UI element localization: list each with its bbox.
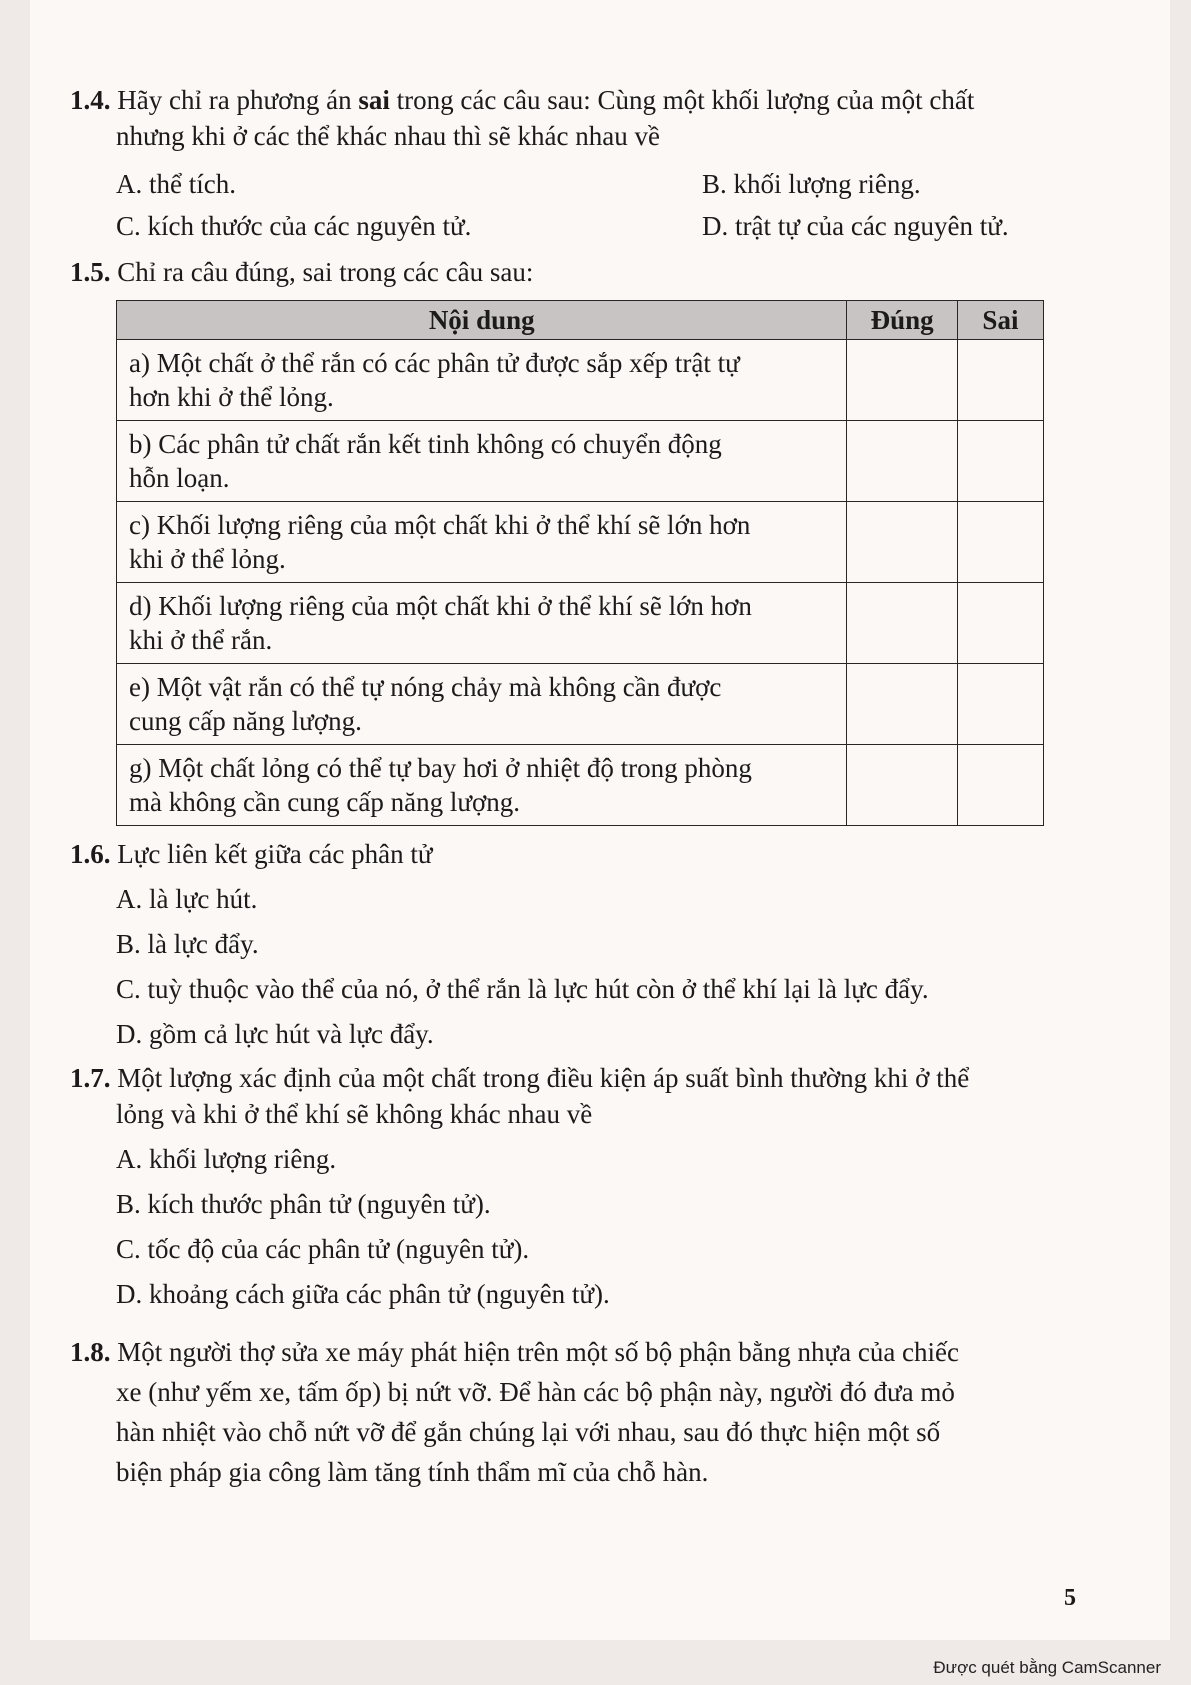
option-b: B. là lực đẩy. xyxy=(116,929,259,959)
table-row xyxy=(117,421,1044,502)
table-row xyxy=(117,664,1044,745)
option-a: A. thể tích. xyxy=(116,169,236,199)
false-checkbox-cell[interactable] xyxy=(957,583,1043,664)
option-c: C. tốc độ của các phân tử (nguyên tử). xyxy=(116,1234,530,1264)
question-stem: Chỉ ra câu đúng, sai trong các câu sau: xyxy=(117,257,534,287)
question-text-line4: biện pháp gia công làm tăng tính thẩm mĩ của chỗ hàn. xyxy=(116,1457,709,1487)
header-true: Đúng xyxy=(847,301,957,340)
question-1-7 xyxy=(70,1060,1080,1312)
option-d: D. khoảng cách giữa các phân tử (nguyên tử). xyxy=(116,1279,610,1309)
question-stem: Lực liên kết giữa các phân tử xyxy=(117,839,433,869)
option-a: A. khối lượng riêng. xyxy=(116,1144,337,1174)
question-stem: Hãy chỉ ra phương án xyxy=(117,85,352,115)
true-checkbox-cell[interactable] xyxy=(847,421,957,502)
true-false-table xyxy=(116,300,1044,826)
option-c: C. tuỳ thuộc vào thể của nó, ở thể rắn là lực hút còn ở thể khí lại là lực đẩy. xyxy=(116,974,929,1004)
option-a: A. là lực hút. xyxy=(116,884,258,914)
question-1-4 xyxy=(70,82,1080,244)
statement-cell: a) Một chất ở thể rắn có các phân tử được sắp xếp trật tự hơn khi ở thể lỏng. xyxy=(117,340,847,421)
question-stem-line2: lỏng và khi ở thể khí sẽ không khác nhau về xyxy=(116,1099,593,1129)
question-stem-line2: nhưng khi ở các thể khác nhau thì sẽ khác nhau về xyxy=(116,121,660,151)
question-text-line3: hàn nhiệt vào chỗ nứt vỡ để gắn chúng lại với nhau, sau đó thực hiện một số xyxy=(116,1417,941,1447)
statement-cell: e) Một vật rắn có thể tự nóng chảy mà không cần được cung cấp năng lượng. xyxy=(117,664,847,745)
false-checkbox-cell[interactable] xyxy=(957,421,1043,502)
table-row xyxy=(117,583,1044,664)
statement-cell: b) Các phân tử chất rắn kết tinh không có chuyển động hỗn loạn. xyxy=(117,421,847,502)
option-d: D. trật tự của các nguyên tử. xyxy=(702,211,1009,241)
emphasis-word: sai xyxy=(358,85,390,115)
question-stem: Một lượng xác định của một chất trong điều kiện áp suất bình thường khi ở thể xyxy=(117,1063,970,1093)
page-content xyxy=(70,82,1080,1492)
question-number: 1.5. xyxy=(70,257,111,287)
true-checkbox-cell[interactable] xyxy=(847,340,957,421)
question-number: 1.8. xyxy=(70,1337,111,1367)
question-1-5 xyxy=(70,254,1080,826)
true-checkbox-cell[interactable] xyxy=(847,502,957,583)
table-row xyxy=(117,340,1044,421)
question-text-line1: Một người thợ sửa xe máy phát hiện trên một số bộ phận bằng nhựa của chiếc xyxy=(117,1337,960,1367)
statement-cell: c) Khối lượng riêng của một chất khi ở thể khí sẽ lớn hơn khi ở thể lỏng. xyxy=(117,502,847,583)
scanner-footer: Được quét bằng CamScanner xyxy=(933,1658,1161,1677)
true-checkbox-cell[interactable] xyxy=(847,664,957,745)
true-checkbox-cell[interactable] xyxy=(847,583,957,664)
table-row xyxy=(117,502,1044,583)
statement-cell: d) Khối lượng riêng của một chất khi ở thể khí sẽ lớn hơn khi ở thể rắn. xyxy=(117,583,847,664)
option-d: D. gồm cả lực hút và lực đẩy. xyxy=(116,1019,434,1049)
option-b: B. kích thước phân tử (nguyên tử). xyxy=(116,1189,491,1219)
question-text-line2: xe (như yếm xe, tấm ốp) bị nứt vỡ. Để hàn các bộ phận này, người đó đưa mỏ xyxy=(116,1377,955,1407)
statement-cell: g) Một chất lỏng có thể tự bay hơi ở nhiệt độ trong phòng mà không cần cung cấp năng lượng. xyxy=(117,745,847,826)
false-checkbox-cell[interactable] xyxy=(957,502,1043,583)
false-checkbox-cell[interactable] xyxy=(957,664,1043,745)
question-stem-cont: trong các câu sau: Cùng một khối lượng của một chất xyxy=(396,85,975,115)
option-b: B. khối lượng riêng. xyxy=(702,169,921,199)
false-checkbox-cell[interactable] xyxy=(957,745,1043,826)
question-1-8 xyxy=(70,1332,1080,1492)
option-c: C. kích thước của các nguyên tử. xyxy=(116,211,472,241)
page-number: 5 xyxy=(1064,1585,1076,1611)
table-row xyxy=(117,745,1044,826)
question-number: 1.7. xyxy=(70,1063,111,1093)
false-checkbox-cell[interactable] xyxy=(957,340,1043,421)
question-1-6 xyxy=(70,836,1080,1052)
header-false: Sai xyxy=(957,301,1043,340)
true-checkbox-cell[interactable] xyxy=(847,745,957,826)
header-content: Nội dung xyxy=(117,301,847,340)
question-number: 1.4. xyxy=(70,85,111,115)
question-number: 1.6. xyxy=(70,839,111,869)
